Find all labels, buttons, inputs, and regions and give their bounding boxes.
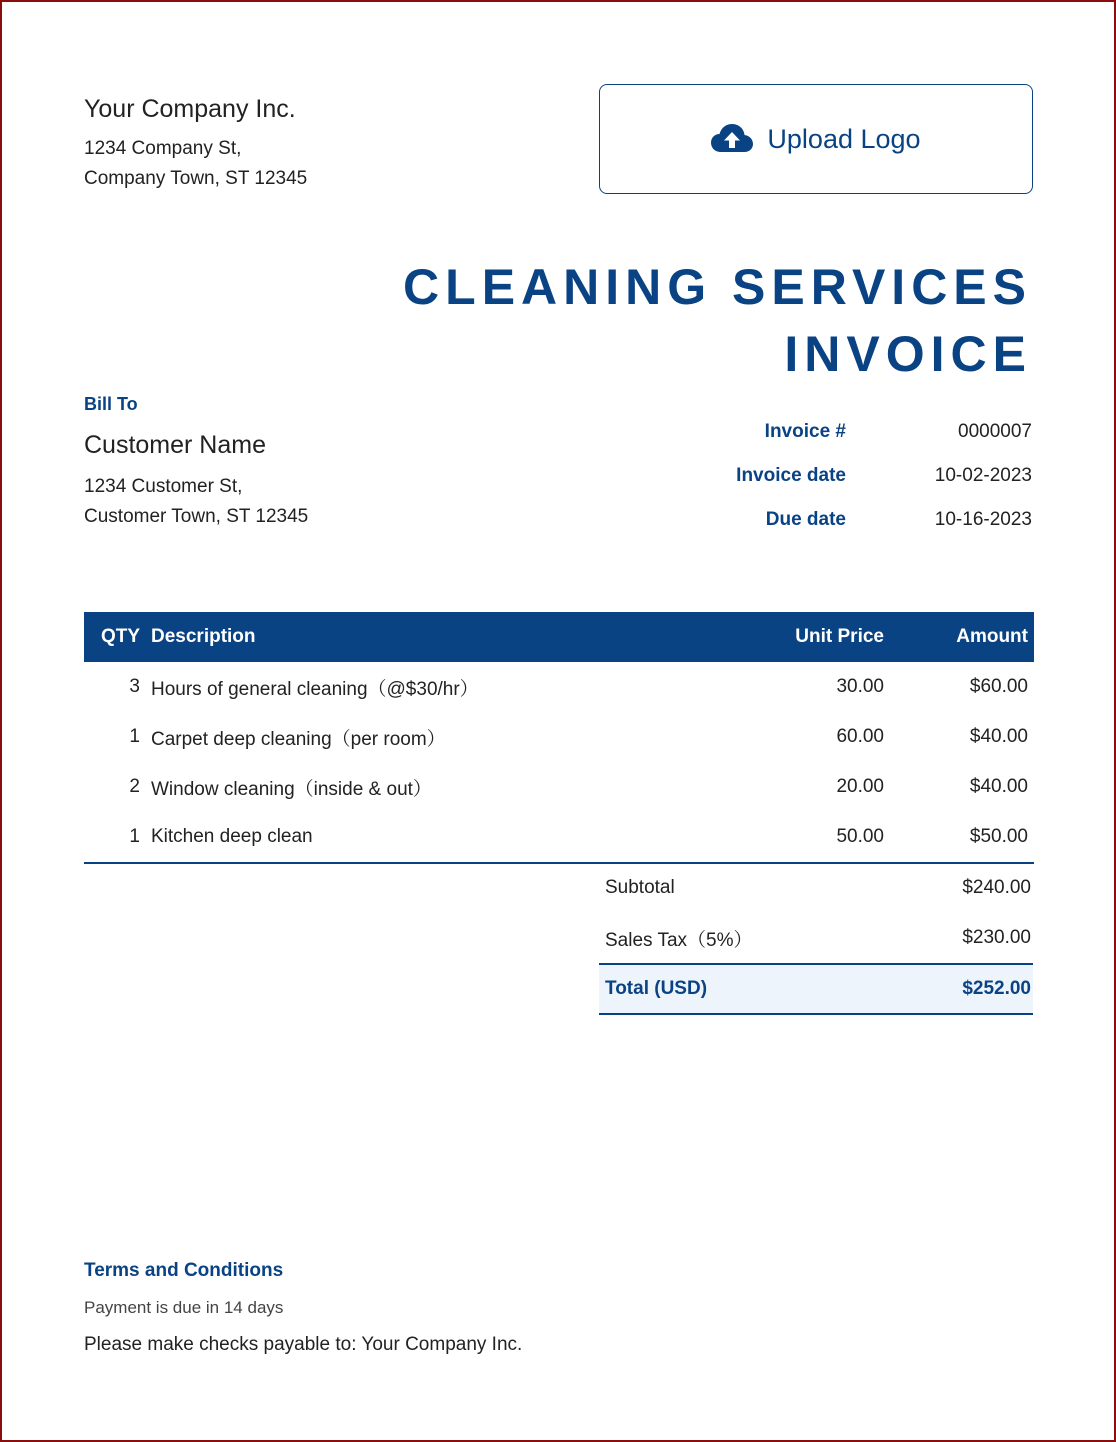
header-qty: QTY <box>100 626 140 647</box>
row-qty[interactable]: 1 <box>129 826 140 847</box>
total-label: Total (USD) <box>605 978 708 999</box>
invoice-number-value[interactable]: 0000007 <box>958 421 1032 442</box>
table-header <box>84 612 1034 662</box>
total-row <box>599 963 1033 1015</box>
company-address-line1[interactable]: 1234 Company St, <box>84 138 242 159</box>
upload-logo-button[interactable] <box>599 84 1033 194</box>
invoice-title-line1: CLEANING SERVICES <box>403 259 1032 315</box>
row-unit-price[interactable]: 30.00 <box>836 676 884 697</box>
row-amount: $60.00 <box>969 676 1028 697</box>
table-row <box>84 762 1034 812</box>
row-amount: $50.00 <box>969 826 1028 847</box>
row-description[interactable]: Kitchen deep clean <box>151 826 313 847</box>
row-unit-price[interactable]: 20.00 <box>836 776 884 797</box>
row-amount: $40.00 <box>969 726 1028 747</box>
table-row <box>84 712 1034 762</box>
header-unit-price: Unit Price <box>795 626 884 647</box>
row-unit-price[interactable]: 50.00 <box>836 826 884 847</box>
company-address-line2[interactable]: Company Town, ST 12345 <box>84 168 308 189</box>
terms-checks-payable[interactable]: Please make checks payable to: Your Company Inc. <box>84 1334 523 1355</box>
header-description: Description <box>151 626 256 647</box>
table-row <box>84 812 1034 862</box>
customer-name[interactable]: Customer Name <box>84 431 266 459</box>
due-date-label: Due date <box>765 509 846 530</box>
header-amount: Amount <box>956 626 1028 647</box>
row-qty[interactable]: 1 <box>129 726 140 747</box>
customer-address-line1[interactable]: 1234 Customer St, <box>84 476 243 497</box>
invoice-title-line2: INVOICE <box>784 326 1032 382</box>
invoice-date-value[interactable]: 10-02-2023 <box>934 465 1032 486</box>
upload-logo-label: Upload Logo <box>767 123 921 154</box>
customer-address-line2[interactable]: Customer Town, ST 12345 <box>84 506 309 527</box>
bill-to-label: Bill To <box>84 394 138 414</box>
invoice-number-label: Invoice # <box>764 421 846 442</box>
row-description[interactable]: Hours of general cleaning（@$30/hr） <box>151 678 479 700</box>
sales-tax-row <box>599 913 1033 963</box>
subtotal-label: Subtotal <box>605 877 675 898</box>
row-description[interactable]: Window cleaning（inside & out） <box>151 778 432 800</box>
table-row <box>84 662 1034 712</box>
sales-tax-label[interactable]: Sales Tax（5%） <box>605 929 753 951</box>
row-description[interactable]: Carpet deep cleaning（per room） <box>151 728 446 750</box>
due-date-value[interactable]: 10-16-2023 <box>934 509 1032 530</box>
terms-title: Terms and Conditions <box>84 1260 284 1281</box>
totals-section <box>599 863 1033 1015</box>
invoice-date-label: Invoice date <box>736 465 846 486</box>
row-qty[interactable]: 3 <box>129 676 140 697</box>
total-value: $252.00 <box>962 978 1031 999</box>
row-unit-price[interactable]: 60.00 <box>836 726 884 747</box>
sales-tax-value: $230.00 <box>962 927 1031 948</box>
row-qty[interactable]: 2 <box>129 776 140 797</box>
row-amount: $40.00 <box>969 776 1028 797</box>
subtotal-value: $240.00 <box>962 877 1031 898</box>
subtotal-row <box>599 863 1033 913</box>
items-table <box>84 612 1034 864</box>
company-name[interactable]: Your Company Inc. <box>84 95 296 123</box>
terms-payment-due[interactable]: Payment is due in 14 days <box>84 1298 284 1317</box>
cloud-upload-icon <box>711 124 753 154</box>
